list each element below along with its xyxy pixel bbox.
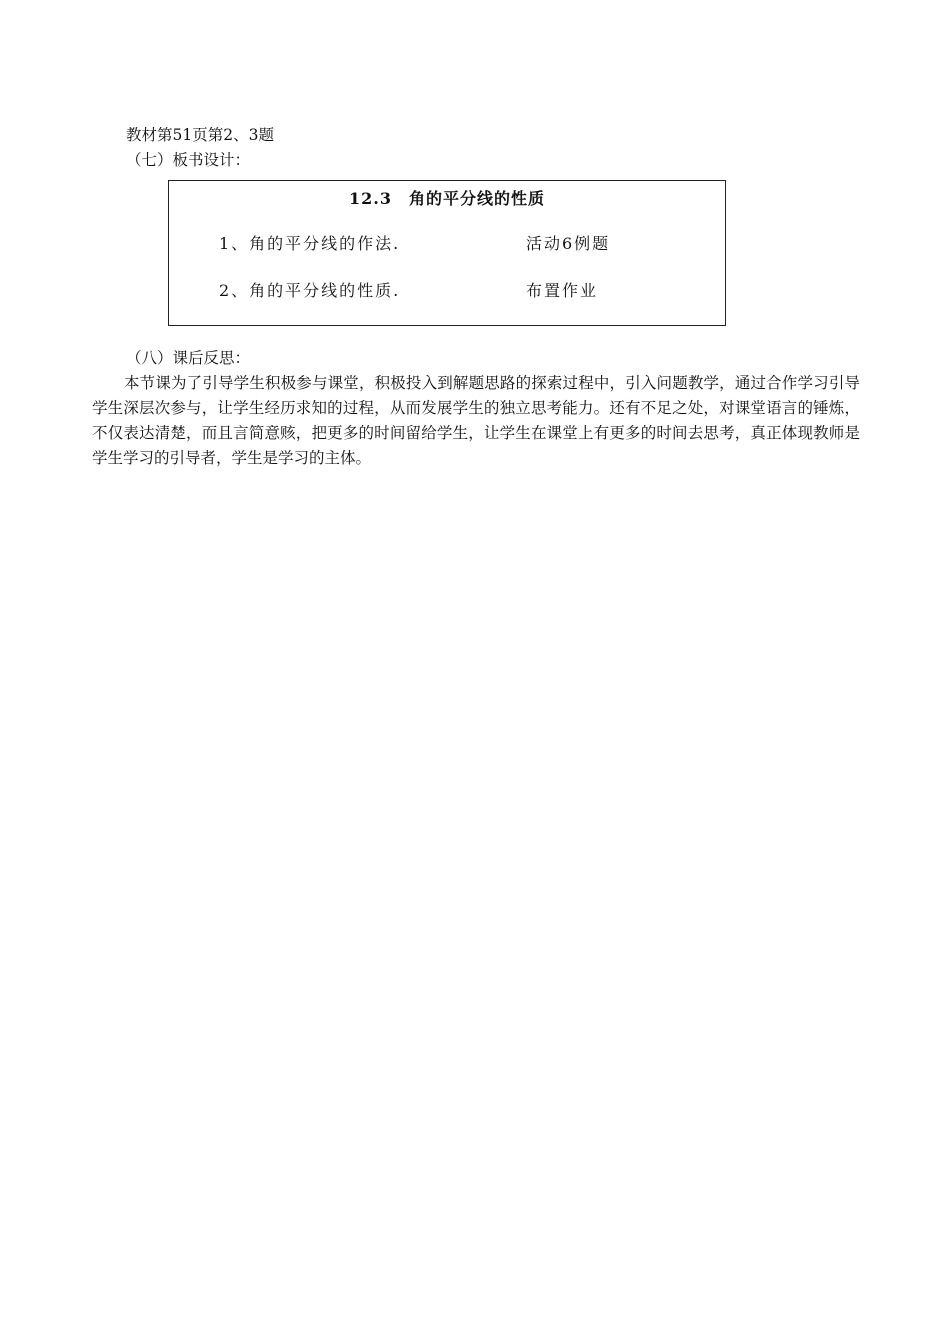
- board-row-left: 2、角的平分线的性质.: [219, 281, 401, 300]
- board-row: [219, 279, 599, 303]
- section-heading-reflection: （八）课后反思：: [126, 349, 251, 367]
- board-row: [219, 232, 611, 256]
- board-title: 12.3 角的平分线的性质: [349, 189, 545, 208]
- board-row-left: 1、角的平分线的作法.: [219, 234, 401, 253]
- homework-assignment: 教材第51页第2、3题: [126, 126, 274, 144]
- blackboard-design-box: [168, 180, 726, 326]
- section-heading-blackboard-design: （七）板书设计：: [126, 151, 251, 169]
- board-row-right: 活动6例题: [526, 234, 611, 253]
- reflection-paragraph: 本节课为了引导学生积极参与课堂，积极投入到解题思路的探索过程中，引入问题教学，通过合作学习引导学生深层次参与，让学生经历求知的过程，从而发展学生的独立思考能力。还有不足之处，对课堂语言的锤炼，不仅表达清楚，而且言简意赅，把更多的时间留给学生，让学生在课堂上有更多的时间去思考，真正体现教师是学生学习的引导者，学生是学习的主体。: [92, 374, 860, 467]
- board-row-right: 布置作业: [526, 281, 599, 300]
